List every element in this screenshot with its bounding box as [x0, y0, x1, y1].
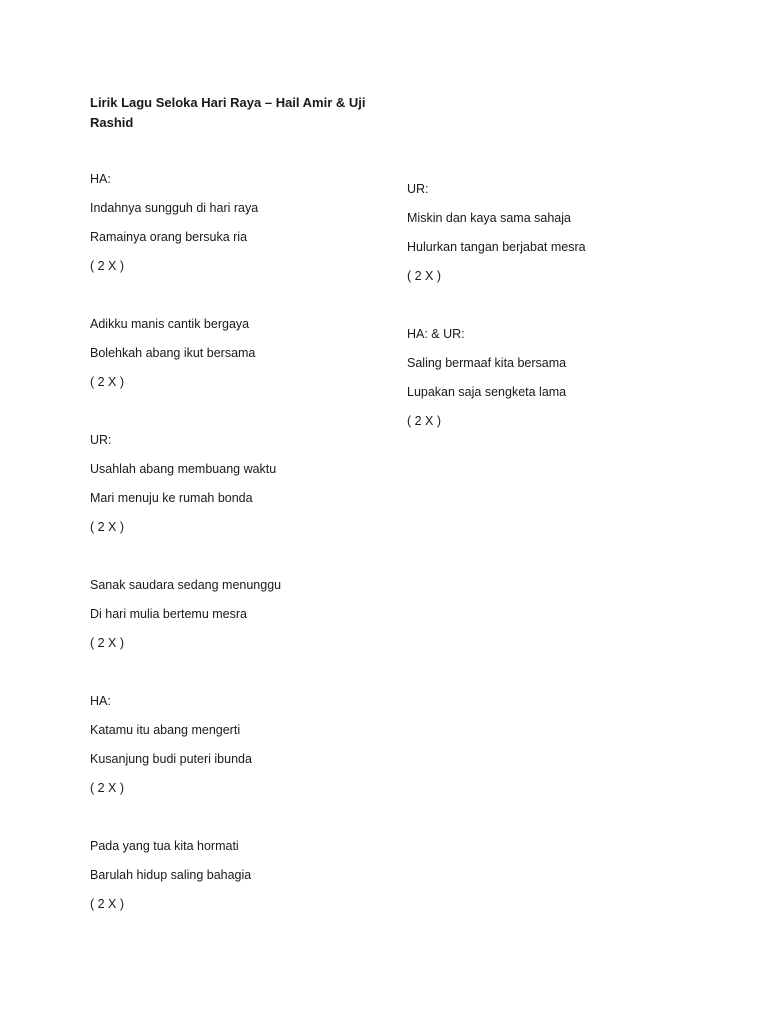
singer-label: UR:: [90, 433, 112, 447]
lyric-line: Usahlah abang membuang waktu: [90, 462, 277, 476]
lyric-line: Pada yang tua kita hormati: [90, 839, 239, 853]
repeat-marker: ( 2 X ): [90, 636, 125, 650]
lyric-line: Barulah hidup saling bahagia: [90, 868, 252, 882]
repeat-marker: ( 2 X ): [90, 781, 125, 795]
lyric-line: Adikku manis cantik bergaya: [90, 317, 250, 331]
repeat-marker: ( 2 X ): [90, 520, 125, 534]
lyric-line: Katamu itu abang mengerti: [90, 723, 241, 737]
repeat-marker: ( 2 X ): [407, 414, 442, 428]
song-title: Lirik Lagu Seloka Hari Raya – Hail Amir & Uji Rashid: [90, 95, 366, 130]
repeat-marker: ( 2 X ): [90, 259, 125, 273]
lyric-line: Sanak saudara sedang menunggu: [90, 578, 282, 592]
repeat-marker: ( 2 X ): [407, 269, 442, 283]
lyric-line: Di hari mulia bertemu mesra: [90, 607, 247, 621]
lyric-line: Ramainya orang bersuka ria: [90, 230, 248, 244]
stanza-gap: [90, 286, 390, 315]
singer-label: HA: & UR:: [407, 327, 465, 341]
lyric-line: Saling bermaaf kita bersama: [407, 356, 567, 370]
lyric-line: Kusanjung budi puteri ibunda: [90, 752, 252, 766]
singer-label: UR:: [407, 182, 429, 196]
lyric-line: Lupakan saja sengketa lama: [407, 385, 567, 399]
repeat-marker: ( 2 X ): [90, 375, 125, 389]
stanza-gap: [90, 547, 390, 576]
lyric-line: Miskin dan kaya sama sahaja: [407, 211, 571, 225]
stanza-gap: [90, 808, 390, 837]
singer-label: HA:: [90, 694, 111, 708]
lyric-line: Hulurkan tangan berjabat mesra: [407, 240, 586, 254]
repeat-marker: ( 2 X ): [90, 897, 125, 911]
lyric-line: Indahnya sungguh di hari raya: [90, 201, 259, 215]
stanza-gap: [90, 663, 390, 692]
lyrics-left-column: [90, 170, 390, 924]
lyric-line: Mari menuju ke rumah bonda: [90, 491, 253, 505]
stanza-gap: [407, 296, 707, 325]
singer-label: HA:: [90, 172, 111, 186]
stanza-gap: [90, 402, 390, 431]
lyrics-right-column: [407, 180, 707, 441]
lyric-line: Bolehkah abang ikut bersama: [90, 346, 256, 360]
